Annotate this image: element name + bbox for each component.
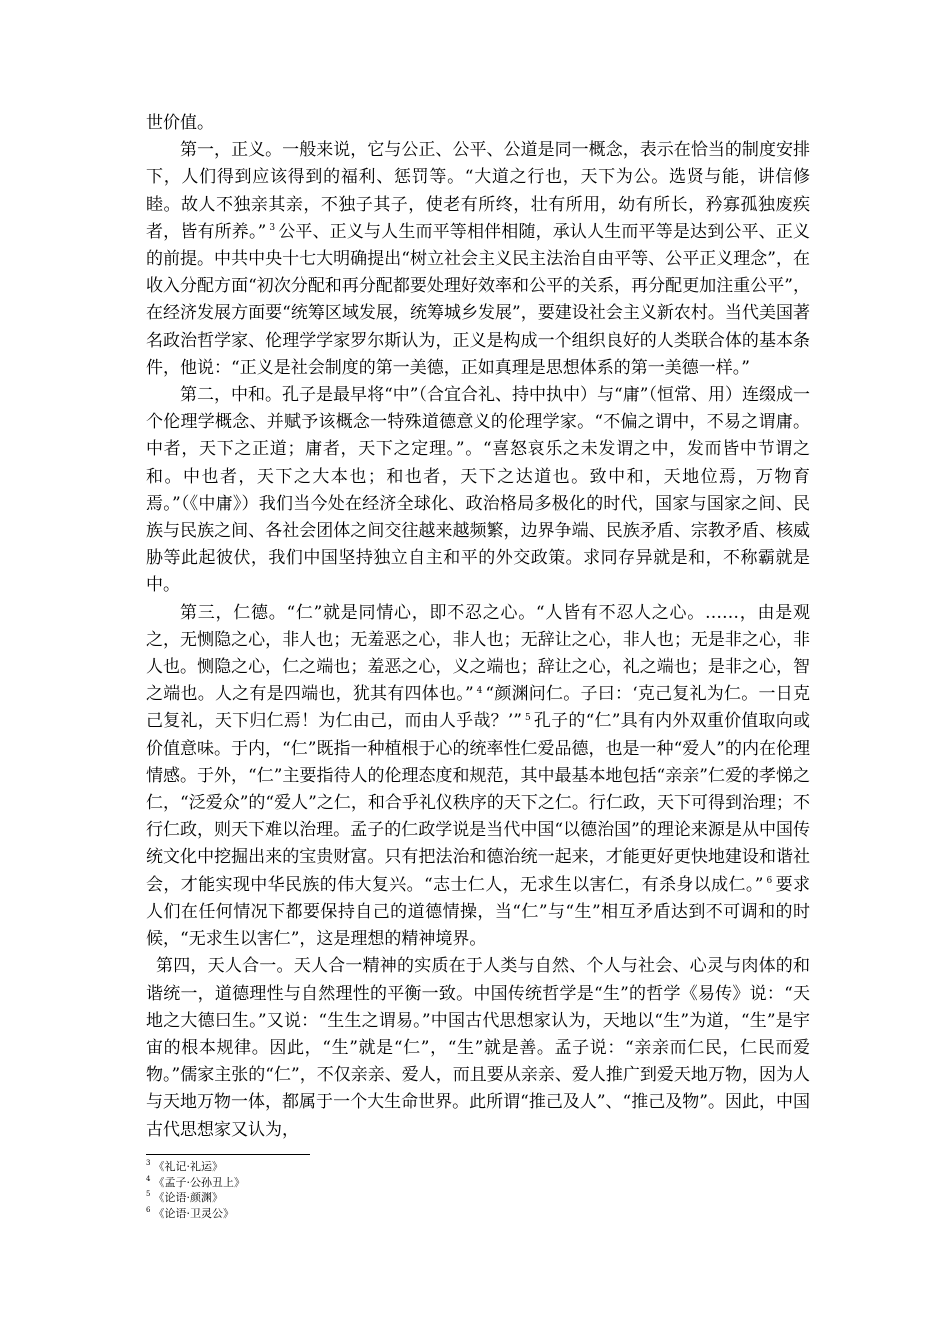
- footnote-4: [146, 1175, 810, 1191]
- page-body: [146, 110, 810, 1144]
- paragraph-text: 要求人们在任何情况下都要保持自己的道德情操，当“仁”与“生”相互矛盾达到不可调和的时候，“无求生以害仁”，这是理想的精神境界。: [146, 874, 810, 950]
- paragraph-text: 第二，中和。孔子是最早将“中”（合宜合礼、持中执中）与“庸”（恒常、用）连缀成一个伦理学概念、并赋予该概念一特殊道德意义的伦理学家。“不偏之谓中，不易之谓庸。中者，天下之正道；庸者，天下之定理。”。“喜怒哀乐之未发谓之中，发而皆中节谓之和。中也者，天下之大本也；和也者，天下之达道也。致中和，天地位焉，万物育焉。”（《中庸》）我们当今处在经济全球化、政治格局多极化的时代，国家与国家之间、民族与民族之间、各社会团体之间交往越来越频繁，边界争端、民族矛盾、宗教矛盾、核威胁等此起彼伏，我们中国坚持独立自主和平的外交政策。求同存异就是和，不称霸就是中。: [146, 385, 810, 596]
- paragraph-text: 第一，正义。一般来说，它与公正、公平、公道是同一概念，表示在恰当的制度安排下，人们得到应该得到的福利、惩罚等。“大道之行也，天下为公。选贤与能，讲信修睦。故人不独亲其亲，不独子其子，使老有所终，壮有所用，幼有所长，矜寡孤独废疾者，皆有所养。”: [146, 140, 810, 242]
- footnote-6: [146, 1206, 810, 1222]
- footnote-ref-3[interactable]: 3: [269, 223, 276, 234]
- paragraph-intro-tail: [146, 110, 810, 137]
- footnote-number: 3: [146, 1159, 151, 1168]
- paragraph-unity-heaven-man: [146, 953, 810, 1143]
- paragraph-text: 世价值。: [146, 113, 214, 133]
- paragraph-text: 公平、正义与人生而平等相伴相随，承认人生而平等是达到公平、正义的前提。中共中央十七大明确提出“树立社会主义民主法治自由平等、公平正义理念”，在收入分配方面“初次分配和再分配都要处理好效率和公平的关系，再分配更加注重公平”，在经济发展方面要“统筹区域发展，统筹城乡发展”，要建设社会主义新农村。当代美国著名政治哲学家、伦理学学家罗尔斯认为，正义是构成一个组织良好的人类联合体的基本条件，他说：“正义是社会制度的第一美德，正如真理是思想体系的第一美德一样。”: [146, 221, 810, 378]
- footnote-ref-6[interactable]: 6: [766, 876, 773, 887]
- footnote-text: 《孟子·公孙丑上》: [153, 1175, 245, 1189]
- paragraph-text: “颜渊问仁。子曰：‘克己复礼为仁。一日克己复礼，天下归仁焉！为仁由己，而由人乎哉？’”: [146, 684, 810, 732]
- paragraph-harmony: [146, 382, 810, 600]
- footnote-text: 《论语·颜渊》: [153, 1191, 223, 1204]
- footnote-text: 《论语·卫灵公》: [153, 1206, 234, 1220]
- paragraph-text: 第四，天人合一。天人合一精神的实质在于人类与自然、个人与社会、心灵与肉体的和谐统一，道德理性与自然理性的平衡一致。中国传统哲学是“生”的哲学《易传》说：“天地之大德曰生。”又说：“生生之谓易。”中国古代思想家认为，天地以“生”为道，“生”是宇宙的根本规律。因此，“生”就是“仁”，“生”就是善。孟子说：“亲亲而仁民，仁民而爱物。”儒家主张的“仁”，不仅亲亲、爱人，而且要从亲亲、爱人推广到爱天地万物，因为人与天地万物一体，都属于一个大生命世界。此所谓“推己及人”、“推己及物”。因此，中国古代思想家又认为，: [146, 956, 810, 1140]
- paragraph-benevolence: [146, 600, 810, 954]
- footnote-separator: [146, 1154, 310, 1155]
- paragraph-text: 孔子的“仁”具有内外双重价值取向或价值意味。于内，“仁”既指一种植根于心的统率性仁爱品德，也是一种“爱人”的内在伦理情感。于外，“仁”主要指待人的伦理态度和规范，其中最基本地包括“亲亲”仁爱的孝悌之仁，“泛爱众”的“爱人”之仁，和合乎礼仪秩序的天下之仁。行仁政，天下可得到治理；不行仁政，则天下难以治理。孟子的仁政学说是当代中国“以德治国”的理论来源是从中国传统文化中挖掘出来的宝贵财富。只有把法治和德治统一起来，才能更好更快地建设和谐社会，才能实现中华民族的伟大复兴。“志士仁人，无求生以害仁，有杀身以成仁。”: [146, 711, 810, 895]
- footnote-5: [146, 1190, 810, 1206]
- paragraph-text: 第三，仁德。“仁”就是同情心，即不忍之心。“人皆有不忍人之心。……，由是观之，无恻隐之心，非人也；无羞恶之心，非人也；无辞让之心，非人也；无是非之心，非人也。恻隐之心，仁之端也；羞恶之心，义之端也；辞让之心，礼之端也；是非之心，智之端也。人之有是四端也，犹其有四体也。”: [146, 602, 810, 705]
- footnotes-section: [146, 1154, 810, 1221]
- footnote-number: 6: [146, 1205, 151, 1214]
- footnote-number: 5: [146, 1190, 151, 1199]
- footnote-number: 4: [146, 1174, 151, 1183]
- paragraph-justice: [146, 137, 810, 382]
- footnote-text: 《礼记·礼运》: [153, 1160, 223, 1173]
- footnote-ref-4[interactable]: 4: [476, 685, 483, 696]
- footnote-3: [146, 1159, 810, 1175]
- footnote-ref-5[interactable]: 5: [524, 712, 531, 723]
